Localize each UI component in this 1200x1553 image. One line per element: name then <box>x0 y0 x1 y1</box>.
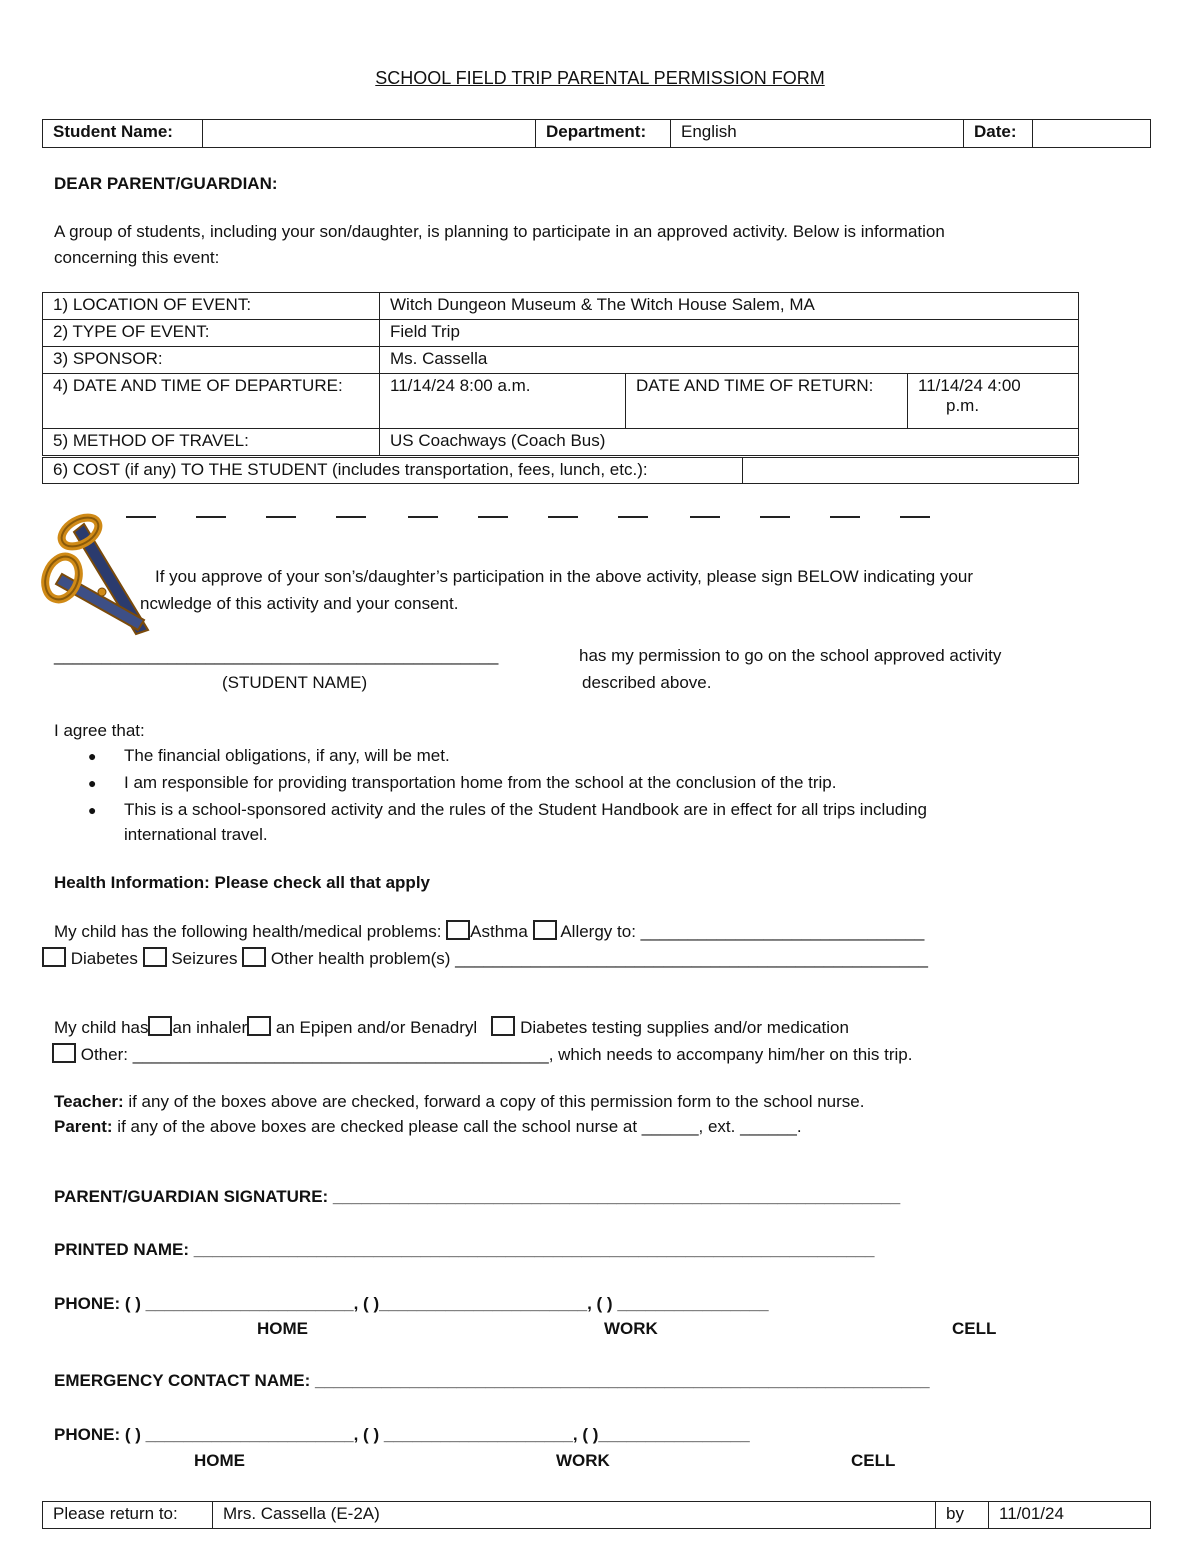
travel-label: 5) METHOD OF TRAVEL: <box>43 429 380 456</box>
type-label: 2) TYPE OF EVENT: <box>43 320 380 347</box>
asthma-checkbox[interactable] <box>446 920 470 940</box>
by-date: 11/01/24 <box>989 1502 1151 1529</box>
bullet: ● <box>88 802 97 818</box>
parent-text: if any of the above boxes are checked please call the school nurse at ______, ext. ______. <box>112 1117 802 1136</box>
return-value-line-2: p.m. <box>946 396 980 415</box>
asthma-label: Asthma <box>470 922 528 941</box>
return-value-line-1: 11/14/24 4:00 <box>918 376 1021 395</box>
teacher-note <box>54 1091 864 1112</box>
cut-dash <box>196 516 226 518</box>
parent-label: Parent: <box>54 1117 113 1136</box>
scissors-icon <box>40 512 160 640</box>
work-label: WORK <box>604 1319 658 1338</box>
departure-value: 11/14/24 8:00 a.m. <box>380 374 626 429</box>
epipen-checkbox[interactable] <box>247 1016 271 1036</box>
cut-dash <box>760 516 790 518</box>
other-medication-checkbox[interactable] <box>52 1043 76 1063</box>
cut-dash <box>336 516 366 518</box>
diabetes-checkbox[interactable] <box>42 947 66 967</box>
emergency-home-label: HOME <box>194 1451 245 1470</box>
agree-item: The financial obligations, if any, will be met. <box>124 746 450 765</box>
medication-row <box>54 1016 849 1038</box>
location-value: Witch Dungeon Museum & The Witch House Salem, MA <box>380 293 1079 320</box>
intro-line-1: A group of students, including your son/daughter, is planning to participate in an approved activity. Below is information <box>54 222 945 241</box>
cut-dash <box>830 516 860 518</box>
agree-item: international travel. <box>124 825 268 844</box>
other-health-label: Other health problem(s) __________________________________________________ <box>270 949 928 968</box>
department-field[interactable]: English <box>671 120 964 148</box>
return-value: Mrs. Cassella (E-2A) <box>213 1502 936 1529</box>
student-name-caption: (STUDENT NAME) <box>222 673 368 692</box>
medication-row-2 <box>52 1043 913 1065</box>
student-name-blank[interactable]: _______________________________________________ <box>54 646 499 665</box>
allergy-checkbox[interactable] <box>533 920 557 940</box>
health-problems-row-2 <box>42 947 928 969</box>
cut-dash <box>478 516 508 518</box>
teacher-text: if any of the boxes above are checked, forward a copy of this permission form to the school nurse. <box>123 1092 865 1111</box>
travel-value: US Coachways (Coach Bus) <box>380 429 1079 456</box>
allergy-label: Allergy to: ______________________________ <box>560 922 925 941</box>
return-label: DATE AND TIME OF RETURN: <box>626 374 908 429</box>
emergency-cell-label: CELL <box>851 1451 896 1470</box>
health-problems-row <box>54 920 924 942</box>
sponsor-value: Ms. Cassella <box>380 347 1079 374</box>
by-label: by <box>936 1502 989 1529</box>
cut-dash <box>618 516 648 518</box>
other-health-checkbox[interactable] <box>242 947 266 967</box>
epipen-label: an Epipen and/or Benadryl <box>275 1018 478 1037</box>
agree-item: I am responsible for providing transportation home from the school at the conclusion of the trip. <box>124 773 837 792</box>
bullet: ● <box>88 748 97 764</box>
department-label: Department: <box>536 120 671 148</box>
date-field[interactable] <box>1033 120 1151 148</box>
phone-field[interactable]: PHONE: ( ) ______________________, ( )______________________, ( ) ________________ <box>54 1294 769 1313</box>
sponsor-label: 3) SPONSOR: <box>43 347 380 374</box>
agree-heading: I agree that: <box>54 721 145 740</box>
cell-label: CELL <box>952 1319 997 1338</box>
seizures-checkbox[interactable] <box>143 947 167 967</box>
cost-table <box>42 457 1079 484</box>
health-heading: Health Information: Please check all that apply <box>54 873 430 892</box>
permission-text: has my permission to go on the school approved activity <box>579 646 1002 665</box>
location-label: 1) LOCATION OF EVENT: <box>43 293 380 320</box>
health-problems-prefix: My child has the following health/medical problems: <box>54 922 442 941</box>
parent-note <box>54 1116 802 1137</box>
salutation: DEAR PARENT/GUARDIAN: <box>54 174 278 193</box>
inhaler-checkbox[interactable] <box>148 1016 172 1036</box>
approve-line-1: If you approve of your son’s/daughter’s participation in the above activity, please sign BELOW indicating your <box>155 567 974 586</box>
home-label: HOME <box>257 1319 308 1338</box>
header-table <box>42 119 1151 148</box>
event-info-table <box>42 292 1079 456</box>
student-name-label: Student Name: <box>43 120 203 148</box>
return-table <box>42 1501 1151 1529</box>
cost-label: 6) COST (if any) TO THE STUDENT (includes transportation, fees, lunch, etc.): <box>43 458 743 484</box>
emergency-phone-field[interactable]: PHONE: ( ) ______________________, ( ) ____________________, ( )________________ <box>54 1425 750 1444</box>
teacher-label: Teacher: <box>54 1092 124 1111</box>
type-value: Field Trip <box>380 320 1079 347</box>
signature-field[interactable]: PARENT/GUARDIAN SIGNATURE: ____________________________________________________________ <box>54 1187 901 1206</box>
departure-label: 4) DATE AND TIME OF DEPARTURE: <box>43 374 380 429</box>
cut-dash <box>548 516 578 518</box>
return-label: Please return to: <box>43 1502 213 1529</box>
printed-name-field[interactable]: PRINTED NAME: ________________________________________________________________________ <box>54 1240 875 1259</box>
return-value <box>908 374 1079 429</box>
cut-dash <box>266 516 296 518</box>
agree-item: This is a school-sponsored activity and the rules of the Student Handbook are in effect for all trips including <box>124 800 927 819</box>
bullet: ● <box>88 775 97 791</box>
intro-line-2: concerning this event: <box>54 248 220 267</box>
student-name-field[interactable] <box>203 120 536 148</box>
emergency-contact-field[interactable]: EMERGENCY CONTACT NAME: _________________________________________________________________ <box>54 1371 930 1390</box>
date-label: Date: <box>964 120 1033 148</box>
described-above: described above. <box>582 673 712 692</box>
diabetes-supplies-label: Diabetes testing supplies and/or medication <box>520 1018 849 1037</box>
cost-value[interactable] <box>743 458 1079 484</box>
approve-line-2: ncwledge of this activity and your consent. <box>140 594 459 613</box>
emergency-work-label: WORK <box>556 1451 610 1470</box>
cut-dash <box>900 516 930 518</box>
seizures-label: Seizures <box>171 949 238 968</box>
inhaler-label: an inhaler <box>172 1018 248 1037</box>
cut-dash <box>408 516 438 518</box>
diabetes-label: Diabetes <box>70 949 138 968</box>
cut-dash <box>690 516 720 518</box>
other-medication-label: Other: ____________________________________________, which needs to accompany him/her on this trip. <box>80 1045 913 1064</box>
diabetes-supplies-checkbox[interactable] <box>491 1016 515 1036</box>
form-title: SCHOOL FIELD TRIP PARENTAL PERMISSION FORM <box>375 68 825 88</box>
child-has-prefix: My child has <box>54 1018 149 1037</box>
